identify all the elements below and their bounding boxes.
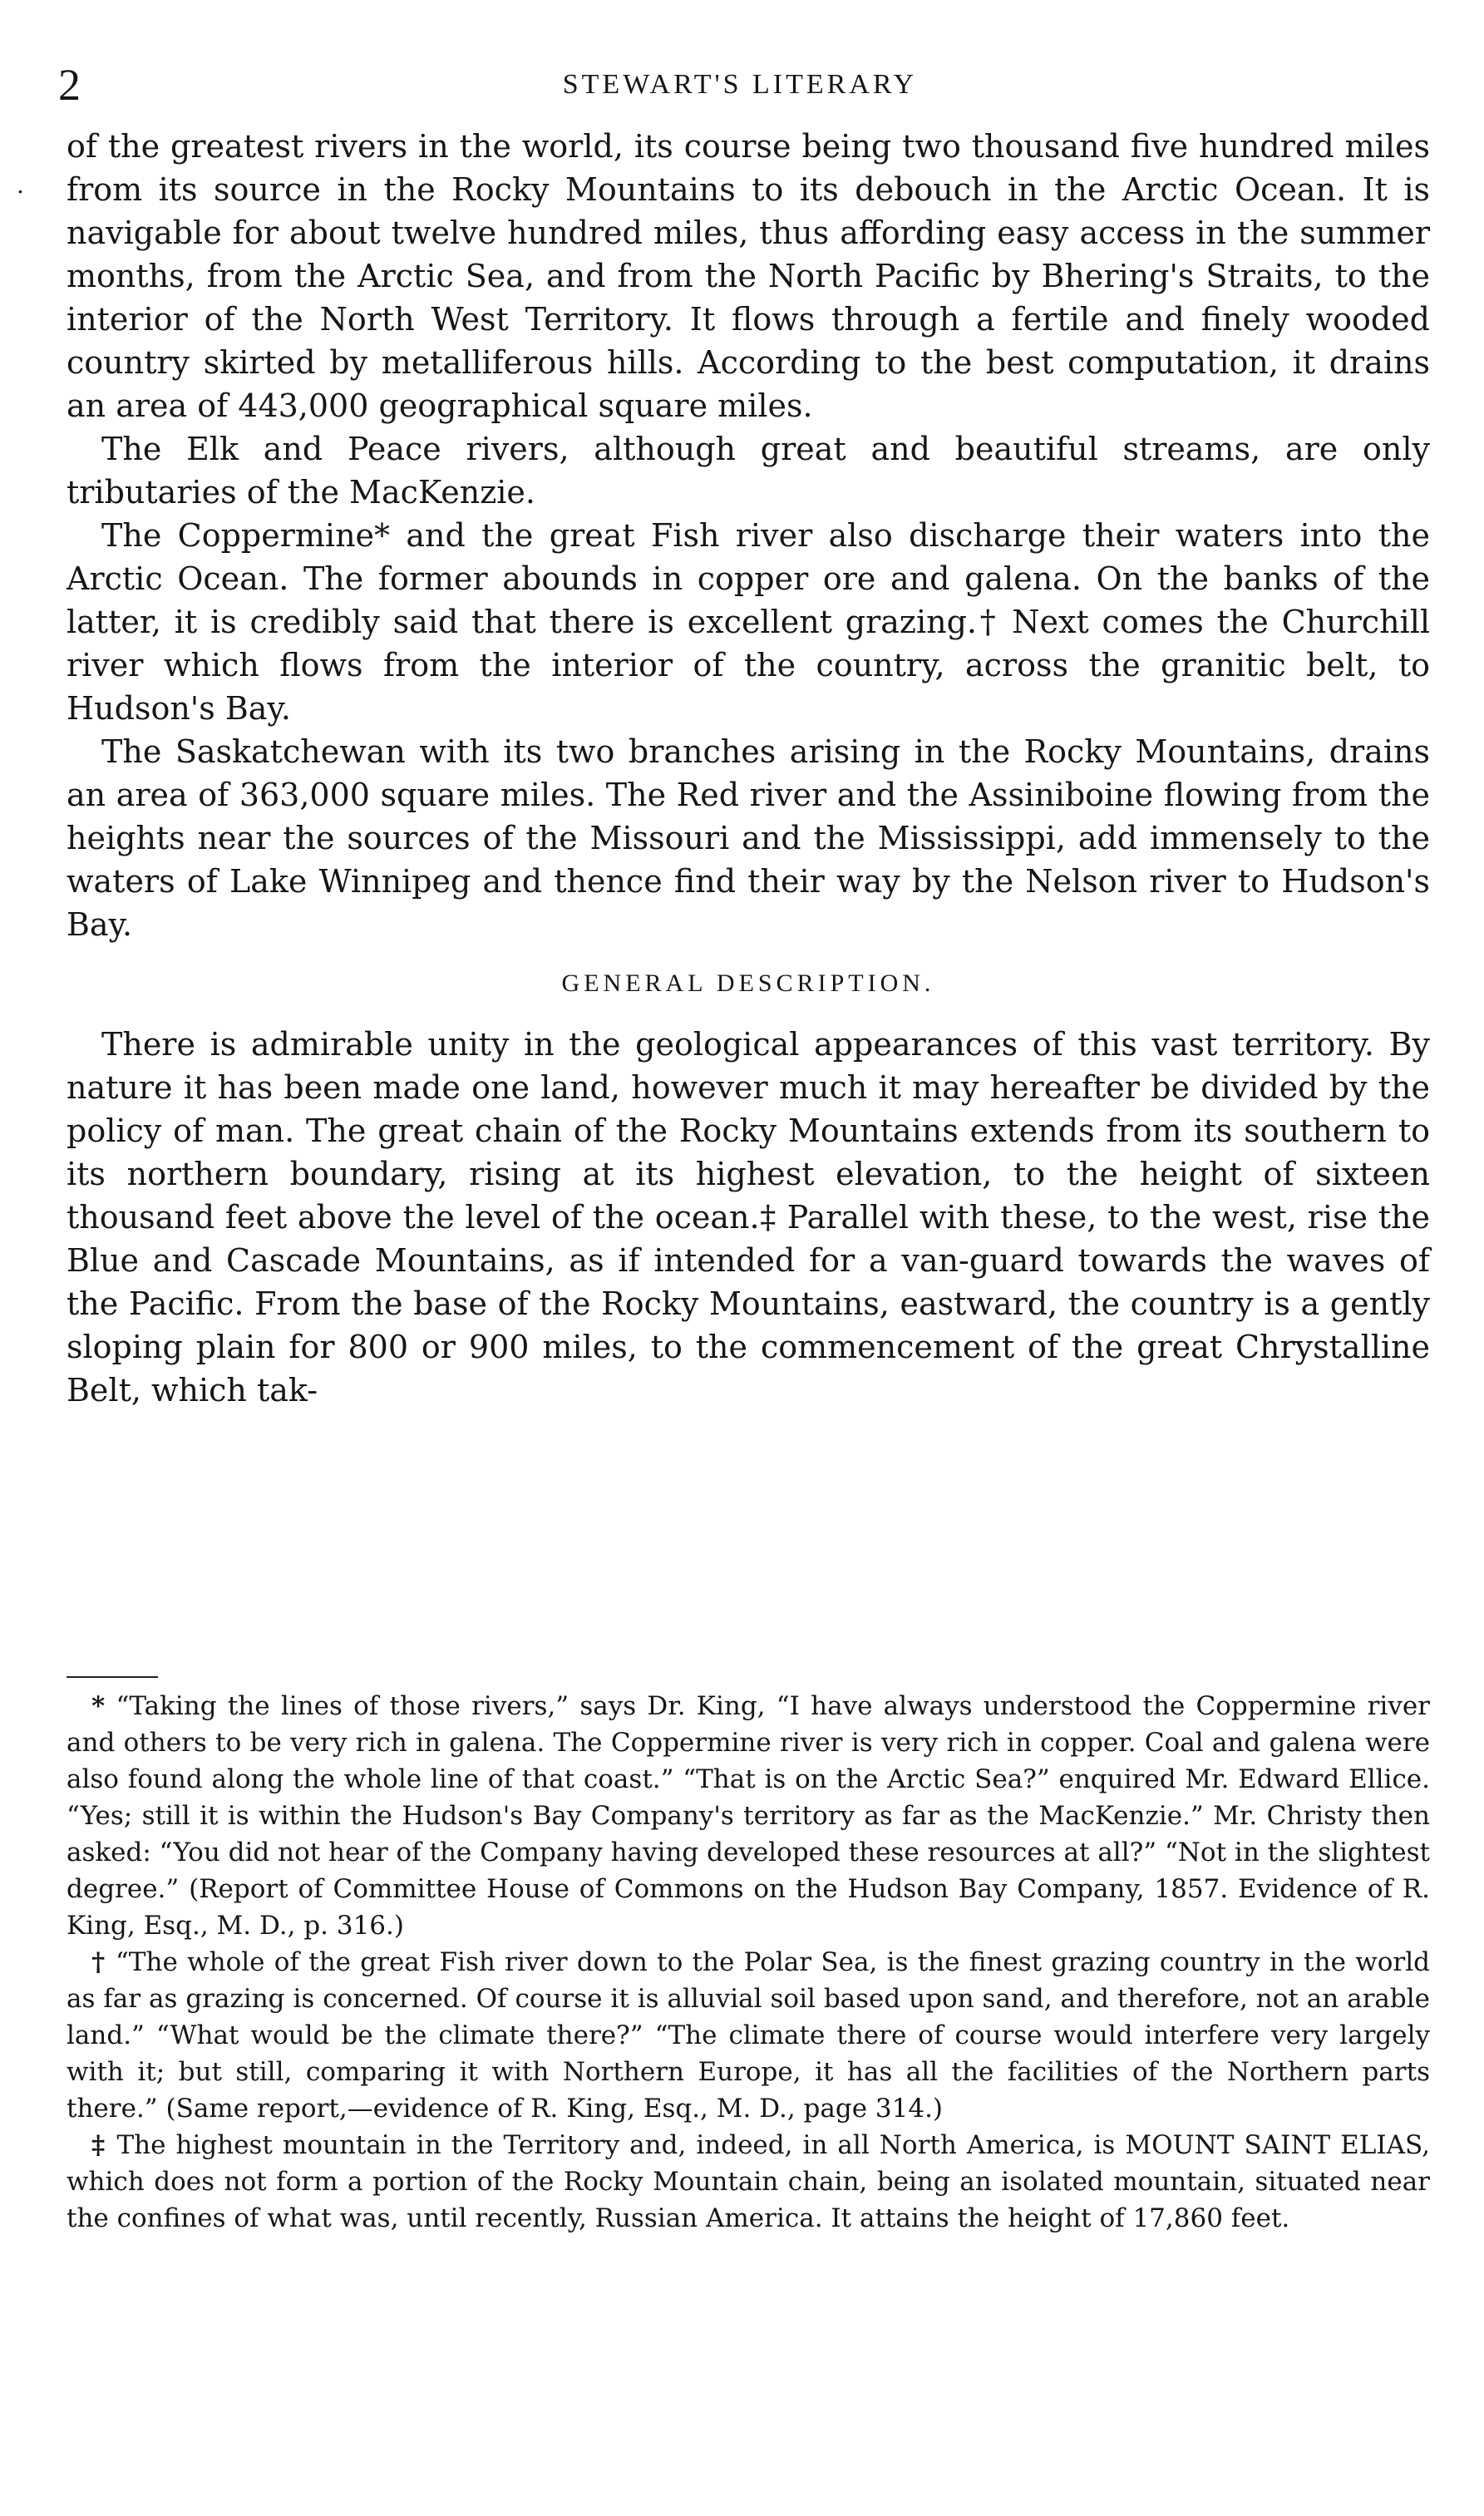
footnote-divider: [67, 1676, 158, 1678]
page-header: [50, 52, 1430, 118]
footnote-text: “Taking the lines of those rivers,” says Dr. King, “I have always understood the Coppermine river and others to be very rich in galena. The Coppermine river is very rich in copper. Coal and galena were also found along the whole line of that coast.” “That is on the Arctic Sea?” enquired Mr. Edward Ellice. “Yes; still it is within the Hudson's Bay Company's territory as far as the MacKenzie.” Mr. Christy then asked: “You did not hear of the Company having developed these resources at all?” “Not in the slightest degree.” (Report of Committee House of Commons on the Hudson Bay Company, 1857. Evidence of R. King, Esq., M. D., p. 316.): [67, 1691, 1430, 1941]
running-title: STEWART'S LITERARY: [562, 69, 918, 100]
paragraph-saskatchewan: The Saskatchewan with its two branches arising in the Rocky Mountains, drains an area of 363,000 square miles. The Red river and the Assiniboine flowing from the heights near the sources of the Missouri and the Mississippi, add immensely to the waters of Lake Winnipeg and thence find their way by the Nelson river to Hudson's Bay.: [67, 733, 1430, 943]
paragraph-elk-peace: The Elk and Peace rivers, although great and beautiful streams, are only tributaries of the MacKenzie.: [67, 431, 1430, 511]
page-number: 2: [58, 60, 81, 110]
footnote-text: “The whole of the great Fish river down to the Polar Sea, is the finest grazing country in the world as far as grazing is concerned. Of course it is alluvial soil based upon sand, and therefore, not an arable land.” “What would be the climate there?” “The climate there of course would interfere very largely with it; but still, comparing it with Northern Europe, it has all the facilities of the Northern parts there.” (Same report,—evidence of R. King, Esq., M. D., page 314.): [67, 1947, 1430, 2124]
footnote-dagger: [67, 1944, 1430, 2127]
footnote-mark: *: [91, 1691, 106, 1721]
footnote-mark: ‡: [91, 2130, 107, 2160]
footnote-asterisk: [67, 1688, 1430, 1944]
footnotes: [67, 1688, 1430, 2237]
main-text: [67, 125, 1430, 1412]
footnote-text: The highest mountain in the Territory and, indeed, in all North America, is MOUNT SAINT ELIAS, which does not form a portion of the Rocky Mountain chain, being an isolated mountain, situated near the confines of what was, until recently, Russian America. It attains the height of 17,860 feet.: [67, 2130, 1430, 2233]
margin-mark: .: [17, 171, 24, 199]
paragraph-coppermine: The Coppermine* and the great Fish river also discharge their waters into the Arctic Ocean. The former abounds in copper ore and galena. On the banks of the latter, it is credibly said that there is excellent grazing.† Next comes the Churchill river which flows from the interior of the country, across the granitic belt, to Hudson's Bay.: [67, 517, 1430, 727]
footnote-mark: †: [91, 1947, 106, 1977]
section-heading: GENERAL DESCRIPTION.: [561, 969, 935, 997]
footnote-double-dagger: [67, 2127, 1430, 2237]
paragraph-general-description: There is admirable unity in the geological appearances of this vast territory. By nature it has been made one land, however much it may hereafter be divided by the policy of man. The great chain of the Rocky Mountains extends from its southern to its northern boundary, rising at its highest elevation, to the height of sixteen thousand feet above the level of the ocean.‡ Parallel with these, to the west, rise the Blue and Cascade Mountains, as if intended for a van-guard towards the waves of the Pacific. From the base of the Rocky Mountains, eastward, the country is a gently sloping plain for 800 or 900 miles, to the commencement of the great Chrystalline Belt, which tak-: [67, 1026, 1430, 1408]
paragraph-mackenzie: of the greatest rivers in the world, its course being two thousand five hundred miles from its source in the Rocky Mountains to its debouch in the Arctic Ocean. It is navigable for about twelve hundred miles, thus affording easy access in the summer months, from the Arctic Sea, and from the North Pacific by Bhering's Straits, to the interior of the North West Territory. It flows through a fertile and finely wooded country skirted by metalliferous hills. According to the best computation, it drains an area of 443,000 geographical square miles.: [67, 128, 1430, 424]
